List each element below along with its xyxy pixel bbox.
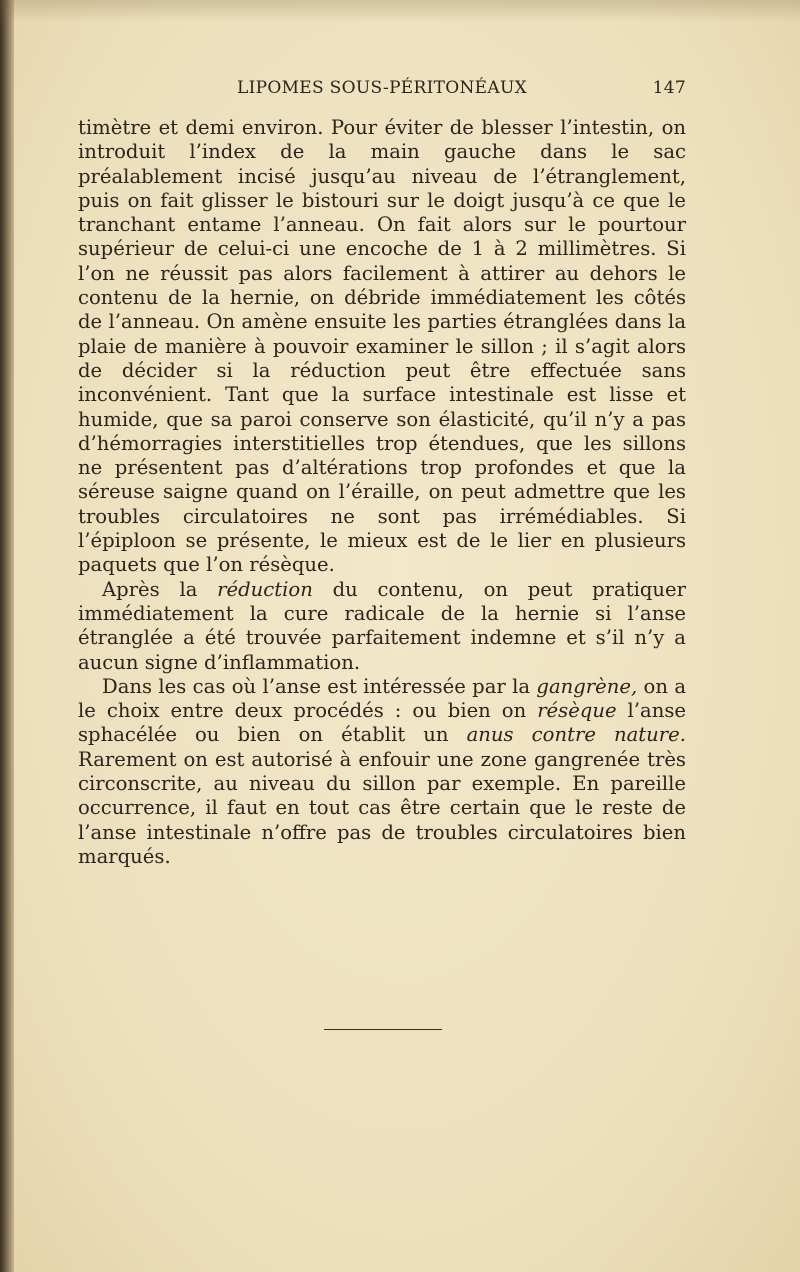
paragraph-3-text-4: Rarement on est autorisé à enfouir une zone gangrenée très circonscrite, au niveau du sillon par exemple. En pareille occurrence, il faut en tout cas être certain que le reste de l’anse intestinale n’offre pas de troubles circulatoires bien marqués. (78, 747, 686, 868)
paragraph-3-text-2: on a le choix entre deux procédés : ou bien on (78, 674, 687, 723)
paragraph-3-italic-anus-contre-nature: anus contre nature. (466, 723, 686, 747)
body-text (78, 116, 686, 869)
page-top-shadow (0, 0, 800, 22)
paragraph-3 (78, 675, 686, 869)
paragraph-3-text-1: Dans les cas où l’anse est intéressée par la (102, 674, 537, 698)
paragraph-3-italic-gangrene: gangrène, (536, 674, 638, 698)
section-end-rule (324, 1029, 442, 1030)
paragraph-2 (78, 578, 686, 675)
paragraph-2-text-after: du contenu, on peut pratiquer immédiatement la cure radicale de la hernie si l’anse étranglée a été trouvée parfaitement indemne et s’il n’y a aucun signe d’inflammation. (78, 577, 686, 674)
paragraph-1: timètre et demi environ. Pour éviter de blesser l’intestin, on introduit l’index de la main gauche dans le sac préalablement incisé jusqu’au niveau de l’étranglement, puis on fait glisser le bistouri sur le doigt jusqu’à ce que le tranchant entame l’anneau. On fait alors sur le pourtour supérieur de celui-ci une encoche de 1 à 2 millimètres. Si l’on ne réussit pas alors facilement à attirer au dehors le contenu de la hernie, on débride immédiatement les côtés de l’anneau. On amène ensuite les parties étranglées dans la plaie de manière à pouvoir examiner le sillon ; il s’agit alors de décider si la réduction peut être effectuée sans inconvénient. Tant que la surface intestinale est lisse et humide, que sa paroi conserve son élasticité, qu’il n’y a pas d’hémorragies interstitielles trop étendues, que les sillons ne présentent pas d’altérations trop profondes et que la séreuse saigne quand on l’éraille, on peut admettre que les troubles circulatoires ne sont pas irrémédiables. Si l’épiploon se présente, le mieux est de le lier en plusieurs paquets que l’on résèque. (78, 116, 686, 577)
paragraph-2-text-before: Après la (102, 577, 218, 601)
paragraph-3-text-3: l’anse sphacélée ou bien on établit un (78, 699, 686, 747)
page-number: 147 (652, 78, 686, 98)
paragraph-3-italic-reseque: résèque (537, 699, 617, 723)
paragraph-2-italic-term: réduction (217, 577, 313, 601)
running-head (78, 78, 686, 102)
running-title: LIPOMES SOUS-PÉRITONÉAUX (237, 78, 527, 98)
book-binding-edge (0, 0, 14, 1272)
